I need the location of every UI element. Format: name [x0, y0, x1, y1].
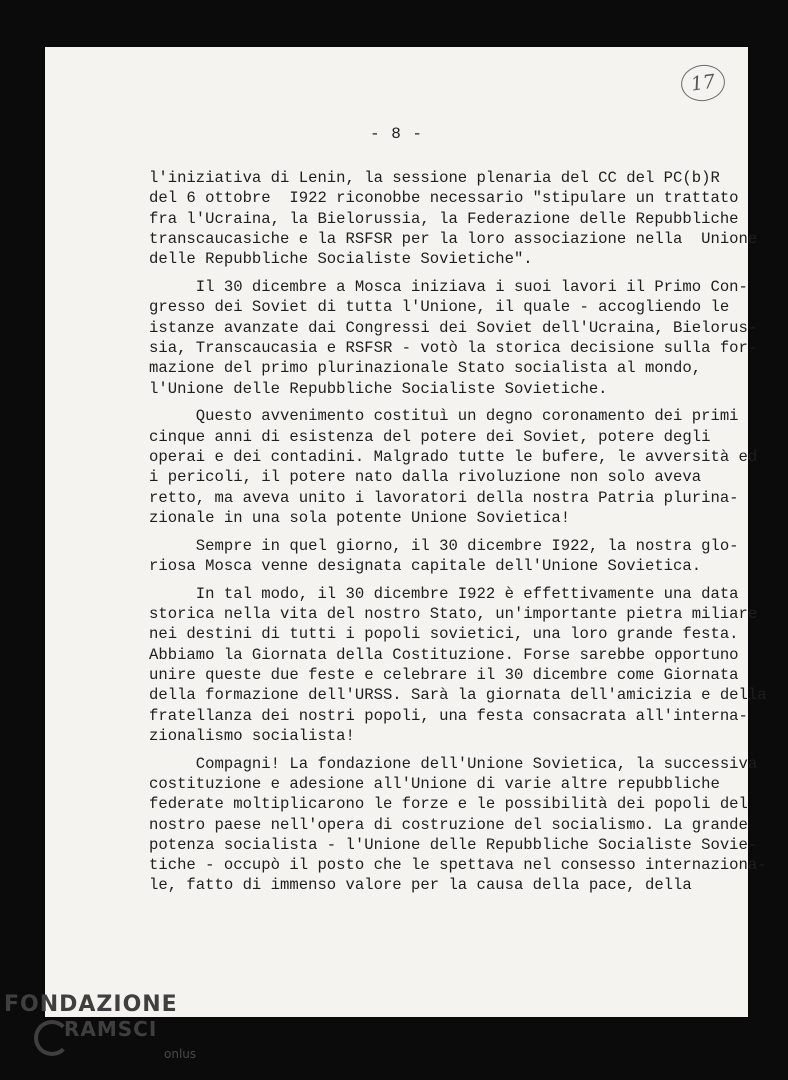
- text-line: cinque anni di esistenza del potere dei Soviet, potere degli: [149, 427, 711, 446]
- text-line: unire queste due feste e celebrare il 30 dicembre come Giornata: [149, 665, 739, 684]
- text-line: Compagni! La fondazione dell'Unione Sovietica, la successiva: [149, 754, 758, 773]
- text-line: tiche - occupò il posto che le spettava nel consesso internaziona-: [149, 856, 767, 875]
- document-page: [45, 47, 767, 1017]
- text-line: fratellanza dei nostri popoli, una festa consacrata all'interna-: [149, 706, 748, 725]
- text-line: retto, ma aveva unito i lavoratori della nostra Patria plurina-: [149, 488, 739, 507]
- text-line: federate moltiplicarono le forze e le possibilità dei popoli del: [149, 795, 748, 814]
- text-line: l'Unione delle Repubbliche Socialiste Sovietiche.: [149, 379, 608, 398]
- text-line: In tal modo, il 30 dicembre I922 è effettivamente una data: [149, 584, 739, 603]
- text-line: sia, Transcaucasia e RSFSR - votò la storica decisione sulla for-: [149, 338, 758, 357]
- text-line: fra l'Ucraina, la Bielorussia, la Federazione delle Repubbliche: [149, 209, 739, 228]
- text-line: riosa Mosca venne designata capitale dell'Unione Sovietica.: [149, 556, 702, 575]
- watermark-line-3: onlus: [164, 1047, 197, 1061]
- watermark-line-2: RAMSCI: [64, 1017, 158, 1041]
- text-line: nei destini di tutti i popoli sovietici, una loro grande festa.: [149, 625, 739, 644]
- text-line: delle Repubbliche Socialiste Sovietiche".: [149, 250, 533, 269]
- text-line: storica nella vita del nostro Stato, un'importante pietra miliare: [149, 605, 758, 623]
- handwritten-folio-number: 17: [679, 62, 728, 104]
- text-line: Questo avvenimento costituì un degno coronamento dei primi: [149, 407, 739, 426]
- text-line: transcaucasiche e la RSFSR per la loro associazione nella Unione: [149, 229, 758, 248]
- text-line: le, fatto di immenso valore per la causa della pace, della: [149, 876, 692, 895]
- text-line: costituzione e adesione all'Unione di varie altre repubbliche: [149, 774, 720, 793]
- text-line: Abbiamo la Giornata della Costituzione. Forse sarebbe opportuno: [149, 645, 739, 664]
- page-number: - 8 -: [369, 125, 423, 143]
- text-line: zionalismo socialista!: [149, 726, 355, 745]
- text-line: Il 30 dicembre a Mosca iniziava i suoi lavori il Primo Con-: [149, 278, 748, 296]
- text-line: mazione del primo plurinazionale Stato socialista al mondo,: [149, 359, 702, 378]
- text-line: potenza socialista - l'Unione delle Repubbliche Socialiste Sovie-: [149, 835, 758, 854]
- text-line: operai e dei contadini. Malgrado tutte le bufere, le avversità ed: [149, 447, 758, 466]
- text-line: l'iniziativa di Lenin, la sessione plenaria del CC del PC(b)R: [149, 169, 720, 187]
- text-line: del 6 ottobre I922 riconobbe necessario "stipulare un trattato: [149, 189, 739, 208]
- watermark-line-1: FONDAZIONE: [4, 992, 178, 1017]
- text-line: Sempre in quel giorno, il 30 dicembre I922, la nostra glo-: [149, 536, 739, 555]
- text-line: nostro paese nell'opera di costruzione del socialismo. La grande: [149, 815, 748, 834]
- watermark-logo: [4, 992, 204, 1072]
- text-line: gresso dei Soviet di tutta l'Unione, il quale - accogliendo le: [149, 298, 730, 317]
- text-line: i pericoli, il potere nato dalla rivoluzione non solo aveva: [149, 468, 702, 487]
- text-line: della formazione dell'URSS. Sarà la giornata dell'amicizia e della: [149, 686, 767, 705]
- text-line: istanze avanzate dai Congressi dei Soviet dell'Ucraina, Bielorus-: [149, 318, 758, 337]
- text-line: zionale in una sola potente Unione Sovietica!: [149, 508, 571, 527]
